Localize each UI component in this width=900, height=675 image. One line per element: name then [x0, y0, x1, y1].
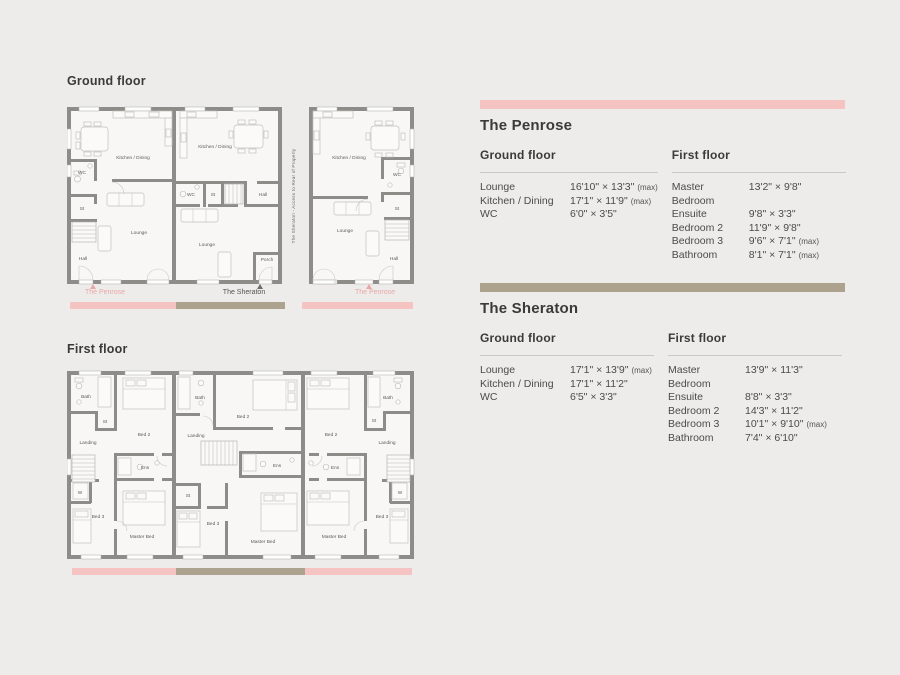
- size-value: 11'9" × 9'8": [748, 221, 801, 234]
- first-legend-bar-penrose: [72, 568, 176, 575]
- room-label: Ens: [330, 466, 340, 471]
- room-size: [570, 181, 658, 195]
- room-label: WC: [393, 173, 401, 178]
- size-value: 8'8" × 3'3": [745, 391, 792, 403]
- plot-label-penrose-left: The Penrose: [84, 289, 126, 296]
- room-name: Bedroom 2: [671, 221, 724, 234]
- room-size: [749, 235, 819, 249]
- room-name: Bedroom 3: [671, 235, 724, 247]
- size-max-note: (max): [637, 183, 658, 192]
- spec-row: [480, 208, 658, 222]
- room-label: Bed 3: [206, 522, 220, 527]
- room-size: [570, 195, 651, 209]
- size-value: 13'9" × 11'3": [745, 364, 803, 376]
- size-value: 8'1" × 7'1": [748, 248, 796, 261]
- room-name: Ensuite: [668, 391, 704, 403]
- spec-row: [480, 195, 658, 209]
- room-size: [745, 364, 806, 391]
- spec-row: [672, 208, 846, 222]
- first-floor-plan: [67, 367, 415, 563]
- room-size: [570, 391, 620, 405]
- room-label: Kitchen / Dining: [116, 156, 150, 161]
- size-value: 6'0" × 3'5": [570, 208, 617, 220]
- room-name: Lounge: [480, 364, 516, 376]
- room-label: St: [210, 193, 216, 198]
- penrose-first-column: [672, 148, 846, 262]
- penrose-accent-bar: [480, 100, 845, 109]
- room-label: St: [371, 419, 377, 424]
- room-label: Hall: [389, 257, 399, 262]
- room-label: St: [394, 207, 400, 212]
- room-name: Kitchen / Dining: [480, 194, 554, 207]
- room-label: Bed 2: [236, 415, 250, 420]
- room-label: Lounge: [336, 229, 354, 234]
- spec-row: [668, 418, 842, 432]
- room-label: Ens: [272, 464, 282, 469]
- first-floor-plan-title: First floor: [67, 342, 128, 356]
- sheraton-ground-column: [480, 331, 654, 445]
- size-value: 10'1" × 9'10": [745, 418, 804, 430]
- column-heading: First floor: [672, 148, 846, 173]
- plot-label-penrose-right: The Penrose: [354, 289, 396, 296]
- room-label: Hall: [258, 193, 268, 198]
- room-size: [749, 181, 805, 208]
- ground-floor-plan-title: Ground floor: [67, 74, 146, 88]
- house-name-heading: The Sheraton: [480, 300, 579, 317]
- room-label: Landing: [79, 441, 97, 446]
- room-name: Master Bedroom: [668, 364, 711, 390]
- room-label: W: [77, 491, 83, 496]
- room-size: [745, 391, 795, 405]
- column-heading: Ground floor: [480, 331, 654, 356]
- room-name: WC: [480, 208, 498, 220]
- room-label: Bed 2: [324, 433, 338, 438]
- room-label: Bed 2: [137, 433, 151, 438]
- room-size: [749, 249, 819, 263]
- size-value: 9'6" × 7'1": [748, 235, 796, 247]
- room-size: [745, 405, 806, 419]
- column-heading: First floor: [668, 331, 842, 356]
- size-value: 17'1" × 13'9": [570, 364, 629, 376]
- room-label: WC: [78, 171, 86, 176]
- size-value: 17'1" × 11'9": [570, 194, 628, 207]
- room-label: Bath: [195, 396, 205, 401]
- room-label: Porch: [260, 258, 274, 263]
- ground-legend-bar-sheraton: [176, 302, 285, 309]
- penrose-spec-section: [480, 100, 845, 262]
- room-label: Bed 3: [375, 515, 389, 520]
- room-label: Master Bed: [250, 540, 276, 545]
- spec-row: [672, 235, 846, 249]
- sheraton-first-column: [668, 331, 842, 445]
- passage-note: The Sheraton - Access to Rear of Property: [291, 148, 296, 244]
- spec-row: [668, 364, 842, 391]
- room-label: Kitchen / Dining: [332, 156, 366, 161]
- room-size: [570, 364, 652, 378]
- room-label: St: [102, 420, 108, 425]
- size-value: 6'5" × 3'3": [570, 391, 617, 403]
- room-label: Landing: [187, 434, 205, 439]
- spec-row: [672, 222, 846, 236]
- room-name: Ensuite: [671, 208, 707, 220]
- size-max-note: (max): [630, 196, 652, 206]
- spec-row: [672, 181, 846, 208]
- spec-row: [668, 405, 842, 419]
- size-value: 9'8" × 3'3": [748, 208, 796, 220]
- room-label: W: [397, 491, 403, 496]
- room-size: [745, 418, 827, 432]
- penrose-ground-column: [480, 148, 658, 262]
- room-label: Hall: [78, 257, 88, 262]
- room-size: [570, 378, 631, 392]
- room-size: [570, 208, 620, 222]
- room-name: Bedroom 3: [668, 418, 720, 430]
- size-max-note: (max): [806, 420, 827, 429]
- house-name-heading: The Penrose: [480, 117, 573, 134]
- room-name: Bathroom: [671, 248, 718, 261]
- ground-legend-bar-penrose-2: [302, 302, 413, 309]
- room-label: St: [185, 494, 191, 499]
- room-name: Master Bedroom: [671, 181, 715, 207]
- size-value: 17'1" × 11'2": [570, 377, 628, 390]
- room-label: Lounge: [198, 243, 216, 248]
- room-label: Lounge: [130, 231, 148, 236]
- room-label: Kitchen / Dining: [198, 145, 232, 150]
- sheraton-spec-section: [480, 283, 845, 445]
- first-legend-bar-penrose-2: [305, 568, 412, 575]
- size-value: 14'3" × 11'2": [745, 404, 803, 417]
- spec-row: [668, 391, 842, 405]
- size-max-note: (max): [798, 237, 820, 246]
- spec-row: [668, 432, 842, 446]
- first-legend-bar-sheraton: [176, 568, 305, 575]
- room-label: St: [79, 207, 85, 212]
- plot-label-sheraton: The Sheraton: [222, 289, 266, 296]
- spec-row: [480, 391, 654, 405]
- ground-floor-plan: [67, 101, 415, 293]
- room-label: Ens: [140, 466, 150, 471]
- room-label: Master Bed: [129, 535, 155, 540]
- spec-row: [480, 378, 654, 392]
- room-size: [749, 222, 804, 236]
- spec-row: [672, 249, 846, 263]
- size-max-note: (max): [631, 366, 652, 375]
- room-size: [749, 208, 799, 222]
- size-value: 7'4" × 6'10": [745, 431, 798, 444]
- room-name: Kitchen / Dining: [480, 377, 554, 390]
- size-value: 16'10" × 13'3": [570, 181, 635, 193]
- ground-legend-bar-penrose: [70, 302, 176, 309]
- room-label: Bath: [383, 396, 393, 401]
- room-label: Bath: [81, 395, 91, 400]
- room-label: Master Bed: [321, 535, 347, 540]
- sheraton-accent-bar: [480, 283, 845, 292]
- room-name: Bedroom 2: [668, 404, 720, 417]
- spec-row: [480, 364, 654, 378]
- room-name: Lounge: [480, 181, 516, 193]
- size-max-note: (max): [798, 250, 820, 260]
- size-value: 13'2" × 9'8": [748, 181, 802, 193]
- room-label: Bed 3: [91, 515, 105, 520]
- column-heading: Ground floor: [480, 148, 658, 173]
- room-name: Bathroom: [668, 431, 714, 444]
- room-label: WC: [187, 193, 195, 198]
- spec-row: [480, 181, 658, 195]
- room-label: Landing: [378, 441, 396, 446]
- room-name: WC: [480, 391, 498, 403]
- room-size: [745, 432, 801, 446]
